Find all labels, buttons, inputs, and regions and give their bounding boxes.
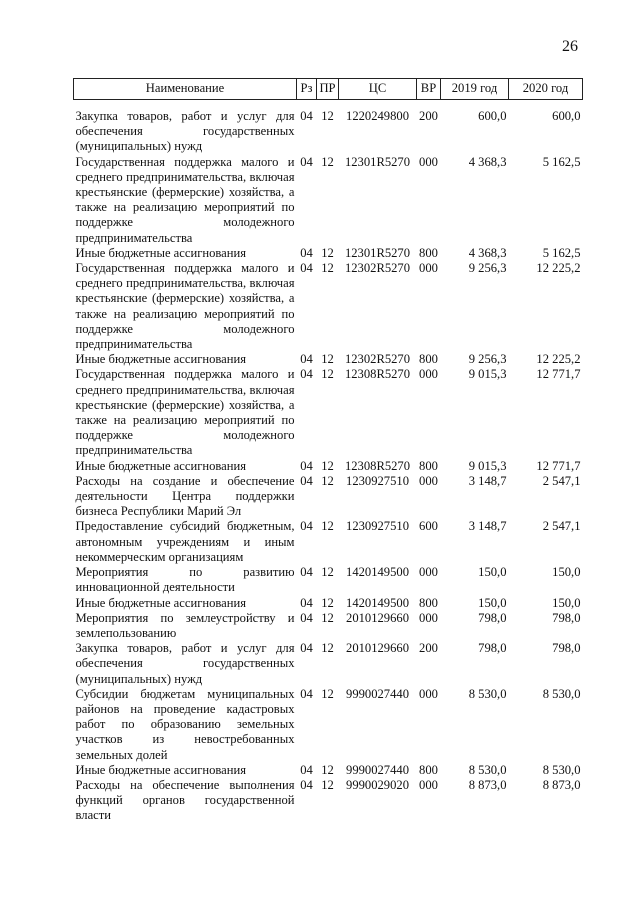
- row-2020: 8 530,0: [542, 762, 581, 777]
- row-pr: 12: [321, 777, 334, 792]
- row-cs: 2010129660: [346, 610, 409, 625]
- row-vr: 000: [419, 367, 438, 382]
- row-vr: 800: [419, 762, 438, 777]
- row-vr: 000: [419, 777, 438, 792]
- row-rz: 04: [300, 367, 313, 382]
- row-2020: 798,0: [552, 610, 581, 625]
- row-name: Иные бюджетные ассигнования: [75, 352, 247, 367]
- row-rz: 04: [300, 595, 313, 610]
- row-2019: 600,0: [478, 109, 507, 123]
- row-vr: 800: [419, 245, 438, 260]
- budget-table: [73, 78, 583, 824]
- row-vr: 800: [419, 595, 438, 610]
- row-2020: 2 547,1: [542, 519, 581, 534]
- row-pr: 12: [321, 352, 334, 367]
- row-2019: 798,0: [478, 610, 507, 625]
- row-name: Иные бюджетные ассигнования: [75, 458, 247, 473]
- header-vr: ВР: [417, 79, 441, 100]
- table-row: [74, 519, 583, 565]
- table-row: [74, 352, 583, 367]
- row-pr: 12: [321, 367, 334, 382]
- row-vr: 000: [419, 565, 438, 580]
- row-pr: 12: [321, 610, 334, 625]
- row-2020: 8 873,0: [542, 777, 581, 792]
- row-2019: 150,0: [478, 565, 507, 580]
- header-cs: ЦС: [339, 79, 417, 100]
- row-cs: 12308R5270: [344, 458, 411, 473]
- row-2019: 4 368,3: [468, 245, 507, 260]
- row-pr: 12: [321, 595, 334, 610]
- row-pr: 12: [321, 458, 334, 473]
- row-2020: 12 771,7: [536, 458, 581, 473]
- header-rz: Рз: [297, 79, 317, 100]
- row-2019: 3 148,7: [468, 473, 507, 488]
- row-name: Иные бюджетные ассигнования: [75, 595, 247, 610]
- row-cs: 1230927510: [346, 519, 409, 534]
- row-rz: 04: [300, 565, 313, 580]
- row-cs: 2010129660: [346, 641, 409, 656]
- table-row: [74, 611, 583, 641]
- row-rz: 04: [300, 686, 313, 701]
- row-pr: 12: [321, 473, 334, 488]
- row-name: Расходы на обеспечение выполнения функций органов государственной власти: [75, 777, 295, 823]
- header-name: Наименование: [74, 79, 297, 100]
- row-rz: 04: [300, 245, 313, 260]
- row-2019: 798,0: [478, 641, 507, 656]
- row-name: Закупка товаров, работ и услуг для обеспечения государственных (муниципальных) нужд: [75, 641, 295, 686]
- row-vr: 000: [419, 686, 438, 701]
- row-rz: 04: [300, 610, 313, 625]
- row-name: Расходы на создание и обеспечение деятельности Центра поддержки бизнеса Республики Марий Эл: [75, 473, 295, 519]
- row-cs: 1420149500: [346, 565, 409, 580]
- row-2020: 150,0: [552, 565, 581, 580]
- row-rz: 04: [300, 762, 313, 777]
- row-cs: 12302R5270: [344, 352, 411, 367]
- table-row: [74, 565, 583, 595]
- row-vr: 000: [419, 610, 438, 625]
- row-cs: 9990027440: [346, 686, 409, 701]
- row-cs: 12302R5270: [344, 261, 411, 276]
- table-row: [74, 596, 583, 611]
- row-name: Иные бюджетные ассигнования: [75, 245, 247, 260]
- row-rz: 04: [300, 777, 313, 792]
- row-rz: 04: [300, 473, 313, 488]
- header-2020: 2020 год: [509, 79, 583, 100]
- row-vr: 200: [419, 109, 438, 123]
- row-2019: 9 015,3: [468, 458, 507, 473]
- row-pr: 12: [321, 519, 334, 534]
- header-2019: 2019 год: [441, 79, 509, 100]
- row-cs: 12301R5270: [344, 245, 411, 260]
- row-name: Государственная поддержка малого и среднего предпринимательства, включая крестьянские (фермерские) хозяйства, а также на реализацию мероприятий по поддержке молодежного предпринимательства: [75, 154, 295, 245]
- table-row: [74, 246, 583, 261]
- row-vr: 600: [419, 519, 438, 534]
- table-row: [74, 763, 583, 778]
- row-name: Мероприятия по развитию инновационной деятельности: [75, 565, 295, 595]
- row-2020: 5 162,5: [542, 154, 581, 169]
- row-rz: 04: [300, 641, 313, 656]
- row-pr: 12: [321, 154, 334, 169]
- row-name: Государственная поддержка малого и среднего предпринимательства, включая крестьянские (фермерские) хозяйства, а также на реализацию мероприятий по поддержке молодежного предпринимательства: [75, 367, 295, 458]
- row-cs: 12301R5270: [344, 154, 411, 169]
- row-2020: 600,0: [552, 109, 581, 123]
- row-2019: 4 368,3: [468, 154, 507, 169]
- row-rz: 04: [300, 352, 313, 367]
- row-2020: 150,0: [552, 595, 581, 610]
- row-pr: 12: [321, 245, 334, 260]
- row-cs: 9990029020: [346, 777, 409, 792]
- row-rz: 04: [300, 154, 313, 169]
- table-body: [74, 100, 583, 824]
- row-vr: 200: [419, 641, 438, 656]
- row-pr: 12: [321, 261, 334, 276]
- row-cs: 1220249800: [346, 109, 409, 123]
- row-rz: 04: [300, 519, 313, 534]
- row-2020: 8 530,0: [542, 686, 581, 701]
- table-row: [74, 687, 583, 763]
- row-vr: 000: [419, 154, 438, 169]
- row-cs: 1420149500: [346, 595, 409, 610]
- table-row: [74, 778, 583, 824]
- table-row: [74, 261, 583, 352]
- row-2020: 12 771,7: [536, 367, 581, 382]
- row-pr: 12: [321, 565, 334, 580]
- row-2019: 8 530,0: [468, 686, 507, 701]
- row-vr: 800: [419, 352, 438, 367]
- row-2020: 5 162,5: [542, 245, 581, 260]
- row-name: Субсидии бюджетам муниципальных районов на проведение кадастровых работ по образованию земельных участков из невостребованных земельных долей: [75, 686, 295, 762]
- table-row: [74, 641, 583, 687]
- row-2020: 2 547,1: [542, 473, 581, 488]
- row-rz: 04: [300, 109, 313, 123]
- row-pr: 12: [321, 686, 334, 701]
- row-2019: 8 530,0: [468, 762, 507, 777]
- row-vr: 800: [419, 458, 438, 473]
- row-rz: 04: [300, 458, 313, 473]
- header-pr: ПР: [317, 79, 339, 100]
- table-header: [74, 79, 583, 100]
- row-name: Иные бюджетные ассигнования: [75, 762, 247, 777]
- table-row: [74, 155, 583, 246]
- row-2019: 9 015,3: [468, 367, 507, 382]
- table-row: [74, 367, 583, 458]
- row-cs: 12308R5270: [344, 367, 411, 382]
- row-pr: 12: [321, 109, 334, 123]
- page-number: 26: [562, 38, 578, 55]
- row-vr: 000: [419, 473, 438, 488]
- row-name: Государственная поддержка малого и среднего предпринимательства, включая крестьянские (фермерские) хозяйства, а также на реализацию мероприятий по поддержке молодежного предпринимательства: [75, 261, 295, 352]
- row-rz: 04: [300, 261, 313, 276]
- row-2019: 9 256,3: [468, 261, 507, 276]
- row-2020: 798,0: [552, 641, 581, 656]
- table-row: [74, 474, 583, 520]
- row-2019: 9 256,3: [468, 352, 507, 367]
- row-2020: 12 225,2: [536, 352, 581, 367]
- row-cs: 9990027440: [346, 762, 409, 777]
- row-cs: 1230927510: [346, 473, 409, 488]
- table-row: [74, 459, 583, 474]
- row-pr: 12: [321, 641, 334, 656]
- table-row: [74, 100, 583, 155]
- row-name: Закупка товаров, работ и услуг для обеспечения государственных (муниципальных) нужд: [75, 109, 295, 154]
- row-pr: 12: [321, 762, 334, 777]
- row-2019: 8 873,0: [468, 777, 507, 792]
- row-2019: 3 148,7: [468, 519, 507, 534]
- row-vr: 000: [419, 261, 438, 276]
- row-name: Мероприятия по землеустройству и землепользованию: [75, 610, 295, 640]
- row-name: Предоставление субсидий бюджетным, автономным учреждениям и иным некоммерческим организациям: [75, 519, 295, 564]
- row-2019: 150,0: [478, 595, 507, 610]
- row-2020: 12 225,2: [536, 261, 581, 276]
